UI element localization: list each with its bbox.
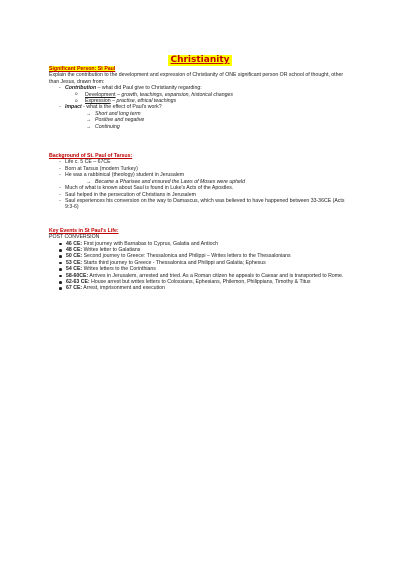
event-date: 53 CE: [66,259,83,266]
event-text: Writes letter to Galatians [82,246,141,253]
background-item: - Saul experiences his conversion on the way to Damascus, which was believed to have happened between 33-36CE (Acts 9:3-6) [49,198,353,211]
criteria-label: Impact [65,104,82,111]
background-item [49,172,353,185]
event-date: 62-63 CE: [66,278,90,285]
sub-item-text: – practise, ethical teachings [110,98,177,105]
event-date: 67 CE: [66,285,83,292]
background-list [49,159,353,210]
event-date: 58-60CE: [66,272,89,279]
page-title: Christianity [170,55,230,65]
event-date: 50 CE: [66,253,83,260]
sub-item-text: – growth, teachings, expansion, historical changes [115,91,233,98]
criteria-list [49,85,353,130]
event-item [49,285,353,291]
sub-item-label: Development [85,91,116,98]
event-text: Arrives in Jerusalem, arrested and tried. As a Roman citizen he appeals to Caesar and is transported to Rome. [88,272,344,279]
event-text: House arrest but writes letters to Colossians, Ephesians, Philemon, Philippians, Timothy & Titus [89,278,311,285]
event-date: 54 CE: [66,266,83,273]
title-container [0,49,400,67]
arrow-item: → Became a Pharisee and ensured the Laws of Moses were upheld [49,179,353,185]
criteria-item-contribution [49,85,353,104]
event-text: Second journey to Greece: Thessalonica and Philippi – Writes letters to the Thessalonians [82,253,291,260]
arrow-item: → Short and long term [49,111,353,117]
criteria-label: Contribution [65,85,97,92]
section-key-events [49,228,353,292]
arrow-item: → Continuing [49,124,353,130]
background-item: - Born at Tarsus (modern Turkey) [49,166,353,172]
section-background [49,153,353,211]
sub-item-label: Expression [85,98,111,105]
post-conversion-label: POST CONVERSION [49,234,100,241]
section-significant-person [49,66,353,130]
event-text: Arrest, imprisonment and execution [82,285,165,292]
event-text: Writes letters to the Corinthians [82,266,156,273]
arrow-item: → Positive and negative [49,117,353,123]
event-text: Starts third journey to Greece - Thessalonica and Philippi and Galatia; Ephesus [82,259,266,266]
section-heading-significant-person: Significant Person: St Paul [49,66,116,72]
event-text: First journey with Barnabas to Cyprus, Galatia and Antioch [82,240,218,247]
background-item-text: He was a rabbinical (theology) student in Jerusalem [65,172,185,179]
document-body [49,66,353,292]
intro-paragraph: Explain the contribution to the development and expression of Christianity of ONE significant person OR school of thought, other than Jesus, drawn from: [49,72,344,85]
background-item: - Much of what is known about Saul is found in Luke's Acts of the Apostles. [49,185,353,191]
criteria-text: - what is the effect of Paul's work? [81,104,162,111]
background-item: - Saul helped in the persecution of Christians in Jerusalem [49,192,353,198]
background-item: - Life c. 5 CE – 67CE [49,159,353,165]
impact-arrow-list [65,111,353,130]
event-date: 48 CE: [66,246,83,253]
criteria-text: – what did Paul give to Christianity regarding: [96,85,202,92]
criteria-item-impact [49,104,353,130]
section-heading-key-events: Key Events in St Paul's Life: [49,227,119,234]
event-date: 46 CE: [66,240,83,247]
section-heading-background: Background of St. Paul of Tarsus: [49,153,133,160]
contribution-sub-list [65,92,353,105]
events-list [49,241,353,292]
